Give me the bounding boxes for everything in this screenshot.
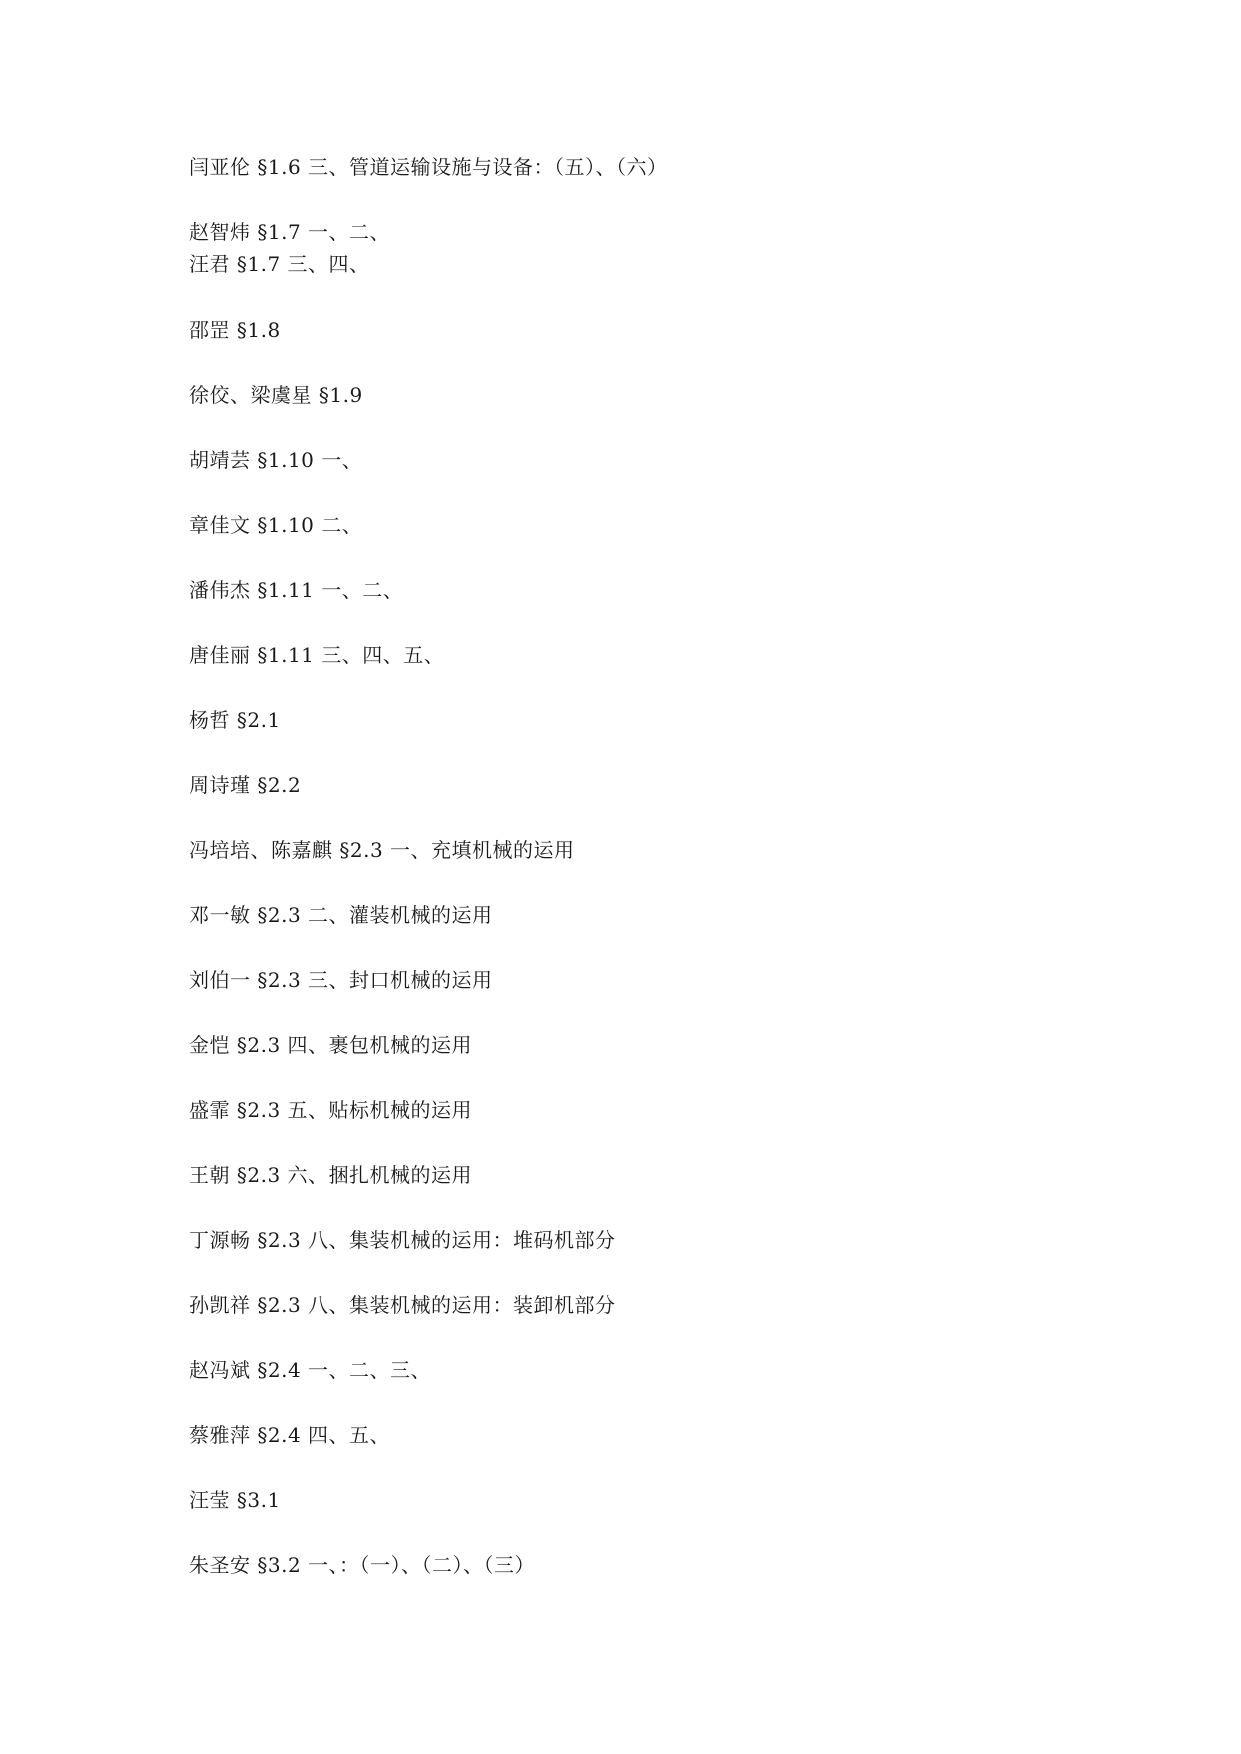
text-line: 金恺 §2.3 四、裹包机械的运用 xyxy=(189,1033,473,1057)
text-line: 胡靖芸 §1.10 一、 xyxy=(189,448,363,472)
text-line: 汪君 §1.7 三、四、 xyxy=(189,252,370,276)
text-line: 赵冯斌 §2.4 一、二、三、 xyxy=(189,1358,432,1382)
text-line: 冯培培、陈嘉麒 §2.3 一、充填机械的运用 xyxy=(189,838,575,862)
text-line: 孙凯祥 §2.3 八、集装机械的运用：装卸机部分 xyxy=(189,1293,616,1317)
text-line: 章佳文 §1.10 二、 xyxy=(189,513,363,537)
text-line: 汪莹 §3.1 xyxy=(189,1488,281,1512)
text-line: 邓一敏 §2.3 二、灌装机械的运用 xyxy=(189,903,493,927)
text-line: 闫亚伦 §1.6 三、管道运输设施与设备：（五）、（六） xyxy=(189,155,668,179)
text-line: 赵智炜 §1.7 一、二、 xyxy=(189,220,391,244)
text-line: 杨哲 §2.1 xyxy=(189,708,281,732)
text-line: 盛霏 §2.3 五、贴标机械的运用 xyxy=(189,1098,473,1122)
text-line: 周诗瑾 §2.2 xyxy=(189,773,302,797)
text-line: 丁源畅 §2.3 八、集装机械的运用：堆码机部分 xyxy=(189,1228,616,1252)
text-line: 刘伯一 §2.3 三、封口机械的运用 xyxy=(189,968,493,992)
text-line: 唐佳丽 §1.11 三、四、五、 xyxy=(189,643,445,667)
text-line: 王朝 §2.3 六、捆扎机械的运用 xyxy=(189,1163,473,1187)
text-line: 潘伟杰 §1.11 一、二、 xyxy=(189,578,404,602)
text-line: 蔡雅萍 §2.4 四、五、 xyxy=(189,1423,391,1447)
text-line: 邵罡 §1.8 xyxy=(189,318,281,342)
text-line: 朱圣安 §3.2 一、：（一）、（二）、（三） xyxy=(189,1553,536,1577)
text-line: 徐佼、梁虞星 §1.9 xyxy=(189,383,363,407)
